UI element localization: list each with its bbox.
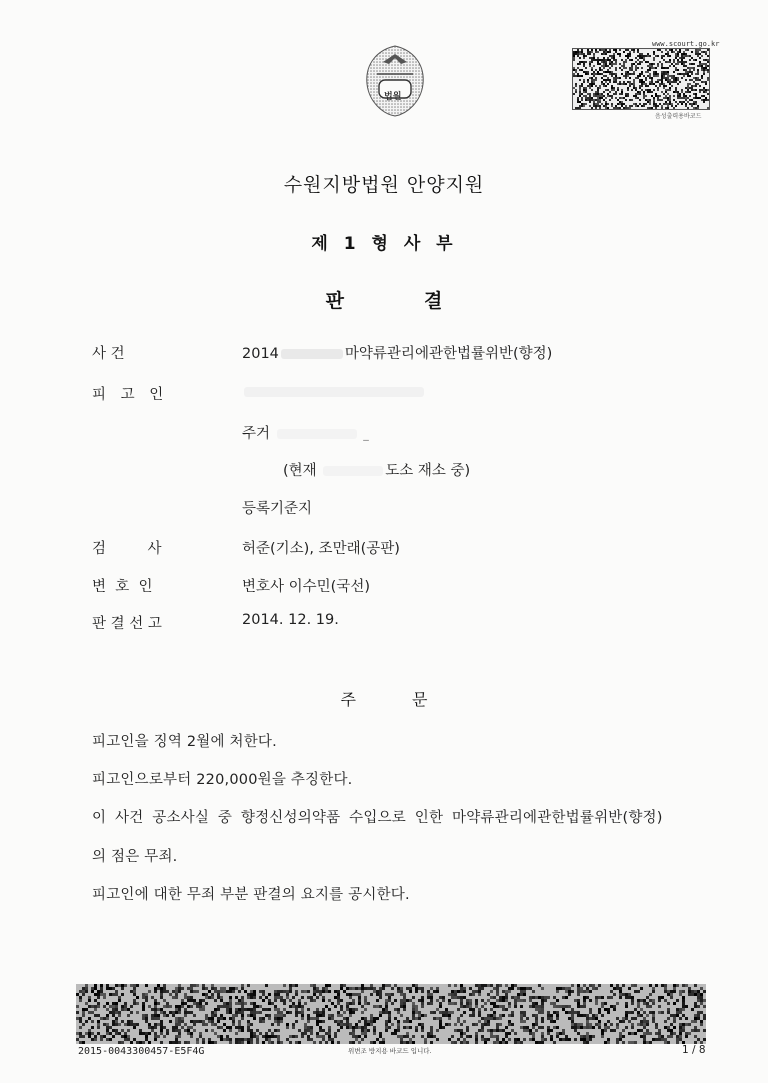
- court-name: 수원지방법원 안양지원: [283, 174, 485, 196]
- order-line: 의 점은 무죄.: [92, 849, 178, 865]
- redacted-address: [277, 429, 357, 439]
- document-title-left: 판: [325, 290, 344, 312]
- address-row: 주거 _: [242, 426, 369, 442]
- document-title: [0, 286, 768, 313]
- sentencing-label: 판 결 선 고: [92, 616, 162, 632]
- document-number: 2015-0043300457-E5F4G: [78, 1046, 205, 1057]
- current-location: (현재 도소 재소 중): [283, 463, 471, 479]
- redacted-case-number: [281, 349, 343, 359]
- defendant-label: 피 고 인: [92, 387, 164, 403]
- registry-label: 등록기준지: [242, 501, 313, 517]
- barcode-caption: 음성출력용바코드: [655, 113, 702, 120]
- redacted-prison: [323, 466, 383, 476]
- page-number: 1 / 8: [682, 1044, 706, 1056]
- address-label: 주거: [242, 426, 271, 442]
- attorney-value: 변호사 이수민(국선): [242, 579, 370, 595]
- redacted-defendant-name: [244, 387, 424, 397]
- order-title: [0, 687, 768, 710]
- document-title-right: 결: [424, 290, 443, 312]
- prosecutor-value: 허준(기소), 조만래(공판): [242, 541, 400, 557]
- order-line: 피고인으로부터 220,000원을 추징한다.: [92, 772, 353, 788]
- order-line: 이 사건 공소사실 중 향정신성의약품 수입으로 인한 마약류관리에관한법률위반(향정): [92, 810, 663, 826]
- division-name: 제 1 형 사 부: [311, 234, 457, 254]
- case-label: 사 건: [92, 346, 125, 362]
- barcode-note: 위변조 방지용 바코드 입니다.: [348, 1047, 432, 1055]
- qr-barcode: [572, 48, 710, 110]
- barcode-url: www.scourt.go.kr: [652, 40, 720, 48]
- order-line: 피고인을 징역 2월에 처한다.: [92, 734, 277, 750]
- order-title-left: 주: [340, 690, 356, 709]
- anti-forgery-barcode: [76, 984, 706, 1044]
- order-title-right: 문: [412, 690, 428, 709]
- order-line: 피고인에 대한 무죄 부분 판결의 요지를 공시한다.: [92, 887, 410, 903]
- court-emblem-icon: [355, 40, 435, 120]
- attorney-label: 변 호 인: [92, 579, 153, 595]
- emblem-label: 법원: [384, 92, 402, 102]
- sentencing-date: 2014. 12. 19.: [242, 612, 339, 628]
- defendant-value: [242, 384, 426, 400]
- case-value: 2014 마약류관리에관한법률위반(향정): [242, 346, 553, 362]
- prosecutor-label: 검 사: [92, 541, 162, 557]
